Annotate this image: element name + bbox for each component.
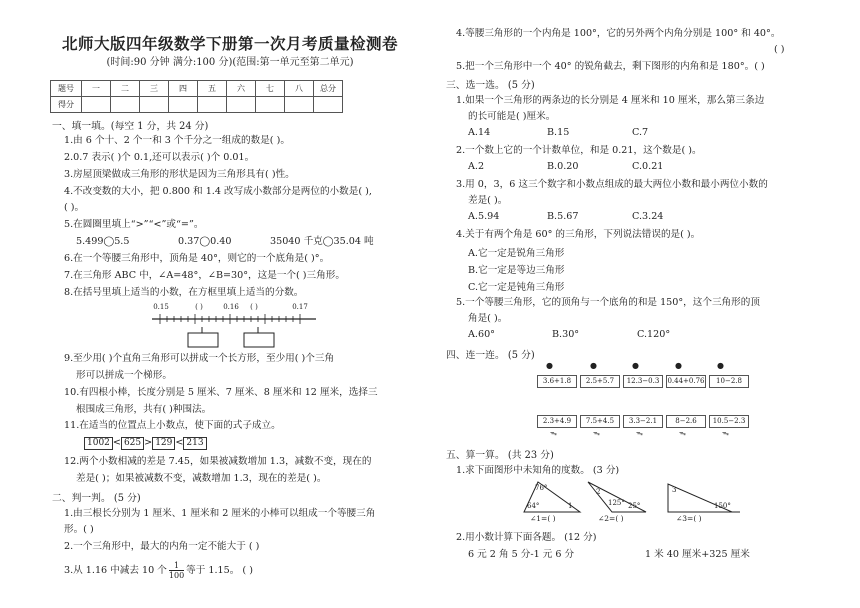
ruler-label: 0.17 <box>292 303 308 311</box>
score-input-cell[interactable] <box>82 97 111 113</box>
fill-question-5b: 0.37◯0.40 <box>178 236 232 247</box>
connect-top-box[interactable]: 10−2.8 <box>709 375 749 388</box>
angle-label: 76° <box>535 484 548 492</box>
fill-question-3: 3.房屋顶梁做成三角形的形状是因为三角形具有( )性。 <box>64 169 295 180</box>
fill-question-10-cont: 根围成三角形，共有( )种围法。 <box>76 404 212 415</box>
choose-option[interactable]: C.它一定是钝角三角形 <box>468 282 565 293</box>
number-box: 625 <box>121 437 144 450</box>
angle-label: 3 <box>672 486 677 494</box>
compare-sign: > <box>144 437 153 448</box>
triangle-figure-2 <box>586 480 651 524</box>
fill-question-9-cont: 形可以拼成一个梯形。 <box>76 370 172 381</box>
decimal-compare-row <box>84 436 207 450</box>
angle-label: 25° <box>628 502 641 510</box>
section-heading-fill: 一、填一填。(每空 1 分，共 24 分) <box>52 121 209 132</box>
fill-question-5a: 5.499◯5.5 <box>76 236 130 247</box>
choose-option[interactable]: A.2 <box>468 161 485 172</box>
judge-question-5: 5.把一个三角形中一个 40° 的锐角截去，剩下图形的内角和是 180°。( ) <box>456 61 765 72</box>
ruler-label: 0.16 <box>223 303 239 311</box>
choose-question-5-cont: 角是( )。 <box>468 313 508 324</box>
ruler-label: 0.15 <box>153 303 169 311</box>
calc-question-2a: 6 元 2 角 5 分-1 元 6 分 <box>468 549 575 560</box>
fill-question-12: 12.两个小数相减的差是 7.45，如果被减数增加 1.3，减数不变，现在的 <box>64 456 372 467</box>
connect-bottom-box[interactable]: 7.5+4.5 <box>580 415 620 428</box>
choose-option[interactable]: C.7 <box>632 127 649 138</box>
ruler-blank[interactable]: ( ) <box>250 303 258 311</box>
choose-option[interactable]: B.15 <box>547 127 570 138</box>
bird-icon: ● <box>675 361 682 370</box>
score-cell: 五 <box>198 81 227 97</box>
fill-question-4-cont: ( )。 <box>64 202 85 213</box>
score-input-cell[interactable] <box>227 97 256 113</box>
connect-bottom-box[interactable]: 8−2.6 <box>666 415 706 428</box>
triangle-figure-3 <box>662 480 742 524</box>
fill-question-11: 11.在适当的位置点上小数点，使下面的式子成立。 <box>64 420 281 431</box>
pot-icon: ᯓ <box>679 429 686 437</box>
choose-question-1: 1.如果一个三角形的两条边的长分别是 4 厘米和 10 厘米，那么第三条边 <box>456 95 765 106</box>
angle-label: 125° <box>608 499 625 507</box>
section-heading-judge: 二、判一判。 (5 分) <box>52 493 141 504</box>
score-cell: 题号 <box>51 81 82 97</box>
connect-bottom-box[interactable]: 10.5−2.3 <box>709 415 749 428</box>
calc-question-1: 1.求下面图形中未知角的度数。 (3 分) <box>456 465 620 476</box>
section-heading-connect: 四、连一连。 (5 分) <box>446 350 535 361</box>
choose-option[interactable]: C.3.24 <box>632 211 664 222</box>
score-table <box>50 80 343 113</box>
fill-question-9: 9.至少用( )个直角三角形可以拼成一个长方形，至少用( )个三角 <box>64 353 335 364</box>
score-input-cell[interactable] <box>198 97 227 113</box>
choose-option[interactable]: C.0.21 <box>632 161 664 172</box>
number-box: 129 <box>152 437 175 450</box>
choose-option[interactable]: A.14 <box>468 127 491 138</box>
connect-top-box[interactable]: 3.6+1.8 <box>537 375 577 388</box>
compare-sign: < <box>175 437 184 448</box>
angle-label: 1 <box>568 502 573 510</box>
choose-option[interactable]: B.0.20 <box>547 161 579 172</box>
page-subtitle: (时间:90 分钟 满分:100 分)(范围:第一单元至第二单元) <box>106 57 354 68</box>
choose-option[interactable]: A.5.94 <box>468 211 500 222</box>
triangle-figure-1 <box>520 480 585 524</box>
fill-question-10: 10.有四根小棒，长度分别是 5 厘米、7 厘米、8 厘米和 12 厘米，选择三 <box>64 387 378 398</box>
judge-q3-text: 3.从 1.16 中减去 10 个 <box>64 565 167 576</box>
pot-icon: ᯓ <box>550 429 557 437</box>
score-input-cell[interactable] <box>314 97 343 113</box>
score-input-cell[interactable] <box>256 97 285 113</box>
judge-question-1: 1.由三根长分别为 1 厘米、1 厘米和 2 厘米的小棒可以组成一个等腰三角 <box>64 508 376 519</box>
pot-icon: ᯓ <box>636 429 643 437</box>
fill-question-7: 7.在三角形 ABC 中，∠A=48°，∠B=30°，这是一个( )三角形。 <box>64 270 345 281</box>
judge-question-3 <box>64 561 253 580</box>
pot-icon: ᯓ <box>593 429 600 437</box>
judge-question-4: 4.等腰三角形的一个内角是 100°，它的另外两个内角分别是 100° 和 40°。 <box>456 28 781 39</box>
calc-question-2: 2.用小数计算下面各题。 (12 分) <box>456 532 597 543</box>
connect-bottom-box[interactable]: 2.3+4.9 <box>537 415 577 428</box>
angle-label: 2 <box>596 488 601 496</box>
fill-question-4: 4.不改变数的大小，把 0.800 和 1.4 改写成小数部分是两位的小数是( ), <box>64 186 372 197</box>
fill-question-1: 1.由 6 个十、2 个一和 3 个千分之一组成的数是( )。 <box>64 135 290 146</box>
score-input-cell[interactable] <box>285 97 314 113</box>
bird-icon: ● <box>546 361 553 370</box>
number-box: 213 <box>183 437 206 450</box>
number-line-figure <box>150 303 320 351</box>
score-cell: 二 <box>111 81 140 97</box>
fill-question-12-cont: 差是( )；如果被减数不变，减数增加 1.3，现在的差是( )。 <box>76 473 327 484</box>
choose-question-3-cont: 差是( )。 <box>468 195 508 206</box>
fill-question-2: 2.0.7 表示( )个 0.1,还可以表示( )个 0.01。 <box>64 152 255 163</box>
bird-icon: ● <box>717 361 724 370</box>
choose-option[interactable]: B.5.67 <box>547 211 579 222</box>
choose-question-4: 4.关于有两个角是 60° 的三角形，下列说法错误的是( )。 <box>456 229 701 240</box>
choose-question-5: 5.一个等腰三角形，它的顶角与一个底角的和是 150°，这个三角形的顶 <box>456 297 760 308</box>
page-title: 北师大版四年级数学下册第一次月考质量检测卷 <box>61 35 398 53</box>
choose-question-2: 2.一个数上它的一个计数单位，和是 0.21，这个数是( )。 <box>456 145 702 156</box>
bird-icon: ● <box>632 361 639 370</box>
section-heading-choose: 三、选一选。 (5 分) <box>446 80 535 91</box>
fraction-numerator: 1 <box>169 561 184 571</box>
bird-icon: ● <box>590 361 597 370</box>
choose-question-1-cont: 的长可能是( )厘米。 <box>468 111 556 122</box>
fraction <box>169 561 184 580</box>
choose-option[interactable]: A.它一定是锐角三角形 <box>468 248 565 259</box>
connect-top-box[interactable]: 0.44+0.76 <box>666 375 706 388</box>
fill-question-8: 8.在括号里填上适当的小数，在方框里填上适当的分数。 <box>64 287 304 298</box>
answer-blank[interactable]: ∠2=( ) <box>598 514 624 523</box>
angle-label: 150° <box>714 502 731 510</box>
choose-option[interactable]: B.它一定是等边三角形 <box>468 265 565 276</box>
fill-question-6: 6.在一个等腰三角形中，顶角是 40°，则它的一个底角是( )°。 <box>64 253 330 264</box>
connect-top-box[interactable]: 2.5+5.7 <box>580 375 620 388</box>
section-heading-calc: 五、算一算。 (共 23 分) <box>446 450 554 461</box>
score-cell: 得分 <box>51 97 82 113</box>
score-cell: 总分 <box>314 81 343 97</box>
angle-label: 64° <box>527 502 540 510</box>
answer-blank[interactable]: ∠3=( ) <box>676 514 702 523</box>
score-input-cell[interactable] <box>140 97 169 113</box>
judge-question-1-cont: 形。( ) <box>64 524 94 535</box>
score-cell: 四 <box>169 81 198 97</box>
number-line <box>150 303 320 351</box>
judge-question-4-cont: ( ) <box>774 44 785 55</box>
calc-question-2b: 1 米 40 厘米+325 厘米 <box>645 549 750 560</box>
connect-top-box[interactable]: 12.3−0.3 <box>623 375 663 388</box>
compare-sign: < <box>112 437 121 448</box>
judge-question-2: 2.一个三角形中，最大的内角一定不能大于 ( ) <box>64 541 260 552</box>
number-box: 1002 <box>84 437 113 450</box>
score-cell: 八 <box>285 81 314 97</box>
choose-question-3: 3.用 0，3，6 这三个数字和小数点组成的最大两位小数和最小两位小数的 <box>456 179 768 190</box>
choose-option[interactable]: B.30° <box>552 329 580 340</box>
score-cell: 一 <box>82 81 111 97</box>
score-input-cell[interactable] <box>169 97 198 113</box>
score-cell: 七 <box>256 81 285 97</box>
answer-blank[interactable]: ∠1=( ) <box>530 514 556 523</box>
score-table-header-row <box>51 81 343 97</box>
choose-option[interactable]: A.60° <box>468 329 495 340</box>
fraction-denominator: 100 <box>168 571 185 580</box>
fill-question-5c: 35040 千克◯35.04 吨 <box>270 236 374 247</box>
connect-bottom-box[interactable]: 3.3−2.1 <box>623 415 663 428</box>
score-cell: 六 <box>227 81 256 97</box>
score-input-cell[interactable] <box>111 97 140 113</box>
score-table-score-row <box>51 97 343 113</box>
score-cell: 三 <box>140 81 169 97</box>
judge-q3-text: 等于 1.15。 ( ) <box>186 565 253 576</box>
pot-icon: ᯓ <box>722 429 729 437</box>
choose-option[interactable]: C.120° <box>637 329 671 340</box>
ruler-blank[interactable]: ( ) <box>195 303 203 311</box>
fill-question-5: 5.在圆圈里填上“>”“<”或“=”。 <box>64 219 204 230</box>
